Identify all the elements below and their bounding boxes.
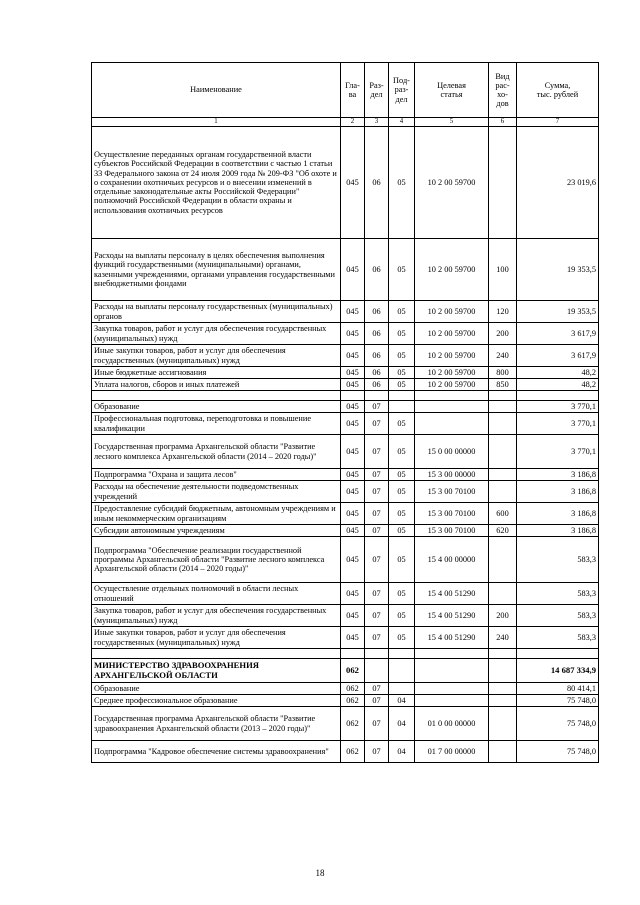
- row-glava: 045: [341, 323, 365, 345]
- row-podrazdel: 05: [389, 605, 415, 627]
- row-summa: 75 748,0: [517, 741, 599, 763]
- row-celevaya-statya: [415, 413, 489, 435]
- row-glava: 062: [341, 695, 365, 707]
- row-glava: 045: [341, 127, 365, 239]
- table-row: [92, 741, 599, 763]
- row-celevaya-statya: [415, 695, 489, 707]
- table-row: [92, 239, 599, 301]
- row-summa: 583,3: [517, 627, 599, 649]
- row-name: Уплата налогов, сборов и иных платежей: [92, 379, 341, 391]
- row-podrazdel: 05: [389, 239, 415, 301]
- row-razdel: 07: [365, 481, 389, 503]
- row-vid-rashodov: 240: [489, 627, 517, 649]
- row-razdel: 06: [365, 239, 389, 301]
- row-celevaya-statya: 15 3 00 00000: [415, 469, 489, 481]
- row-summa: [517, 649, 599, 659]
- row-celevaya-statya: [415, 659, 489, 683]
- row-glava: 062: [341, 707, 365, 741]
- row-glava: 045: [341, 401, 365, 413]
- table-row: [92, 537, 599, 583]
- row-glava: 045: [341, 413, 365, 435]
- row-razdel: 07: [365, 401, 389, 413]
- row-glava: 062: [341, 741, 365, 763]
- row-name: Расходы на выплаты персоналу государственных (муниципальных) органов: [92, 301, 341, 323]
- row-summa: 48,2: [517, 367, 599, 379]
- row-celevaya-statya: [415, 649, 489, 659]
- row-celevaya-statya: 15 4 00 00000: [415, 537, 489, 583]
- budget-table-body: [92, 63, 599, 763]
- column-number: 2: [341, 118, 365, 127]
- row-summa: [517, 391, 599, 401]
- row-podrazdel: [389, 683, 415, 695]
- budget-table: [91, 62, 599, 763]
- row-razdel: 07: [365, 707, 389, 741]
- row-vid-rashodov: [489, 391, 517, 401]
- row-glava: 045: [341, 301, 365, 323]
- row-name: Иные бюджетные ассигнования: [92, 367, 341, 379]
- table-header-row: [92, 63, 599, 118]
- row-podrazdel: 05: [389, 469, 415, 481]
- row-razdel: [365, 391, 389, 401]
- header-summa: Сумма, тыс. рублей: [517, 63, 599, 118]
- row-celevaya-statya: 10 2 00 59700: [415, 345, 489, 367]
- row-celevaya-statya: 15 0 00 00000: [415, 435, 489, 469]
- row-name: Подпрограмма "Кадровое обеспечение системы здравоохранения": [92, 741, 341, 763]
- row-razdel: 07: [365, 627, 389, 649]
- row-glava: [341, 649, 365, 659]
- row-podrazdel: 05: [389, 583, 415, 605]
- column-number: 1: [92, 118, 341, 127]
- table-row: [92, 345, 599, 367]
- row-celevaya-statya: 10 2 00 59700: [415, 127, 489, 239]
- row-name: Образование: [92, 401, 341, 413]
- row-summa: 75 748,0: [517, 707, 599, 741]
- table-row: [92, 413, 599, 435]
- header-razdel: Раз- дел: [365, 63, 389, 118]
- row-celevaya-statya: 15 4 00 51290: [415, 583, 489, 605]
- row-summa: 583,3: [517, 583, 599, 605]
- row-vid-rashodov: [489, 695, 517, 707]
- row-name: Среднее профессиональное образование: [92, 695, 341, 707]
- row-razdel: [365, 659, 389, 683]
- row-razdel: 07: [365, 413, 389, 435]
- row-vid-rashodov: 620: [489, 525, 517, 537]
- column-number: 3: [365, 118, 389, 127]
- row-summa: 3 617,9: [517, 345, 599, 367]
- row-razdel: 07: [365, 469, 389, 481]
- row-name: Предоставление субсидий бюджетным, автономным учреждениям и иным некоммерческим организациям: [92, 503, 341, 525]
- row-summa: 3 186,8: [517, 503, 599, 525]
- table-row: [92, 379, 599, 391]
- table-row: [92, 323, 599, 345]
- table-row: [92, 605, 599, 627]
- row-razdel: 07: [365, 695, 389, 707]
- row-glava: 045: [341, 627, 365, 649]
- row-razdel: 06: [365, 379, 389, 391]
- row-name: Закупка товаров, работ и услуг для обеспечения государственных (муниципальных) нужд: [92, 323, 341, 345]
- row-summa: 583,3: [517, 537, 599, 583]
- row-razdel: 07: [365, 583, 389, 605]
- row-razdel: 06: [365, 345, 389, 367]
- header-name: Наименование: [92, 63, 341, 118]
- row-vid-rashodov: [489, 659, 517, 683]
- row-podrazdel: 04: [389, 707, 415, 741]
- row-summa: 3 770,1: [517, 435, 599, 469]
- row-celevaya-statya: 15 4 00 51290: [415, 605, 489, 627]
- row-podrazdel: 05: [389, 379, 415, 391]
- table-row: [92, 435, 599, 469]
- row-celevaya-statya: [415, 401, 489, 413]
- row-podrazdel: 05: [389, 345, 415, 367]
- row-name: [92, 649, 341, 659]
- row-glava: [341, 391, 365, 401]
- row-vid-rashodov: [489, 707, 517, 741]
- row-podrazdel: 05: [389, 503, 415, 525]
- row-summa: 3 770,1: [517, 401, 599, 413]
- row-glava: 045: [341, 379, 365, 391]
- row-podrazdel: [389, 401, 415, 413]
- row-celevaya-statya: [415, 683, 489, 695]
- row-glava: 045: [341, 435, 365, 469]
- row-podrazdel: [389, 391, 415, 401]
- row-celevaya-statya: [415, 391, 489, 401]
- row-name: Расходы на обеспечение деятельности подведомственных учреждений: [92, 481, 341, 503]
- column-number: 6: [489, 118, 517, 127]
- row-celevaya-statya: 15 3 00 70100: [415, 481, 489, 503]
- row-summa: 48,2: [517, 379, 599, 391]
- row-celevaya-statya: 01 7 00 00000: [415, 741, 489, 763]
- row-name: Подпрограмма "Охрана и защита лесов": [92, 469, 341, 481]
- row-name: Расходы на выплаты персоналу в целях обеспечения выполнения функций государственными (муниципальными) органами, казенными учреждениями, органами управления государственными внебюджетными фондами: [92, 239, 341, 301]
- table-row: [92, 659, 599, 683]
- column-number: 5: [415, 118, 489, 127]
- row-razdel: [365, 649, 389, 659]
- row-razdel: 07: [365, 503, 389, 525]
- row-podrazdel: 05: [389, 627, 415, 649]
- table-row: [92, 649, 599, 659]
- row-vid-rashodov: 850: [489, 379, 517, 391]
- row-name: МИНИСТЕРСТВО ЗДРАВООХРАНЕНИЯ АРХАНГЕЛЬСКОЙ ОБЛАСТИ: [92, 659, 341, 683]
- column-number: 4: [389, 118, 415, 127]
- row-razdel: 06: [365, 367, 389, 379]
- row-name: Закупка товаров, работ и услуг для обеспечения государственных (муниципальных) нужд: [92, 605, 341, 627]
- row-razdel: 06: [365, 127, 389, 239]
- row-name: Субсидии автономным учреждениям: [92, 525, 341, 537]
- row-glava: 062: [341, 659, 365, 683]
- row-podrazdel: [389, 649, 415, 659]
- row-glava: 045: [341, 525, 365, 537]
- row-celevaya-statya: 10 2 00 59700: [415, 367, 489, 379]
- column-number: 7: [517, 118, 599, 127]
- row-vid-rashodov: [489, 401, 517, 413]
- table-row: [92, 525, 599, 537]
- row-vid-rashodov: 100: [489, 239, 517, 301]
- row-vid-rashodov: [489, 481, 517, 503]
- row-podrazdel: [389, 659, 415, 683]
- row-summa: 14 687 334,9: [517, 659, 599, 683]
- row-summa: 19 353,5: [517, 239, 599, 301]
- row-celevaya-statya: 01 0 00 00000: [415, 707, 489, 741]
- row-glava: 045: [341, 345, 365, 367]
- row-celevaya-statya: 15 3 00 70100: [415, 503, 489, 525]
- row-vid-rashodov: [489, 741, 517, 763]
- header-podrazdel: Под- раз- дел: [389, 63, 415, 118]
- row-podrazdel: 04: [389, 741, 415, 763]
- row-razdel: 07: [365, 605, 389, 627]
- table-row: [92, 127, 599, 239]
- row-glava: 045: [341, 239, 365, 301]
- row-glava: 045: [341, 469, 365, 481]
- row-summa: 583,3: [517, 605, 599, 627]
- row-summa: 3 186,8: [517, 469, 599, 481]
- row-razdel: 07: [365, 525, 389, 537]
- row-vid-rashodov: [489, 683, 517, 695]
- row-summa: 3 770,1: [517, 413, 599, 435]
- row-podrazdel: 05: [389, 323, 415, 345]
- row-podrazdel: 04: [389, 695, 415, 707]
- table-row: [92, 401, 599, 413]
- row-podrazdel: 05: [389, 481, 415, 503]
- row-podrazdel: 05: [389, 537, 415, 583]
- row-summa: 19 353,5: [517, 301, 599, 323]
- row-vid-rashodov: 200: [489, 605, 517, 627]
- row-podrazdel: 05: [389, 525, 415, 537]
- table-row: [92, 469, 599, 481]
- row-vid-rashodov: 800: [489, 367, 517, 379]
- row-razdel: 07: [365, 537, 389, 583]
- page-number: 18: [315, 868, 325, 878]
- header-celevaya-statya: Целевая статья: [415, 63, 489, 118]
- row-celevaya-statya: 15 3 00 70100: [415, 525, 489, 537]
- row-name: Государственная программа Архангельской области "Развитие лесного комплекса Архангельской области (2014 – 2020 годы)": [92, 435, 341, 469]
- row-summa: 75 748,0: [517, 695, 599, 707]
- row-celevaya-statya: 10 2 00 59700: [415, 379, 489, 391]
- row-summa: 3 186,8: [517, 525, 599, 537]
- table-row: [92, 683, 599, 695]
- row-name: Государственная программа Архангельской области "Развитие здравоохранения Архангельской области (2013 – 2020 годы)": [92, 707, 341, 741]
- row-name: Подпрограмма "Обеспечение реализации государственной программы Архангельской области "Развитие лесного комплекса Архангельской области (2014 – 2020 годы)": [92, 537, 341, 583]
- row-glava: 045: [341, 537, 365, 583]
- row-celevaya-statya: 10 2 00 59700: [415, 239, 489, 301]
- row-vid-rashodov: [489, 537, 517, 583]
- row-glava: 045: [341, 583, 365, 605]
- table-row: [92, 627, 599, 649]
- row-celevaya-statya: 10 2 00 59700: [415, 301, 489, 323]
- row-podrazdel: 05: [389, 435, 415, 469]
- row-vid-rashodov: [489, 413, 517, 435]
- row-vid-rashodov: [489, 435, 517, 469]
- row-summa: 3 186,8: [517, 481, 599, 503]
- row-celevaya-statya: 15 4 00 51290: [415, 627, 489, 649]
- row-podrazdel: 05: [389, 413, 415, 435]
- row-name: Образование: [92, 683, 341, 695]
- row-razdel: 06: [365, 323, 389, 345]
- row-vid-rashodov: [489, 649, 517, 659]
- row-razdel: 06: [365, 301, 389, 323]
- row-glava: 045: [341, 481, 365, 503]
- row-razdel: 07: [365, 741, 389, 763]
- table-row: [92, 481, 599, 503]
- row-vid-rashodov: 240: [489, 345, 517, 367]
- row-podrazdel: 05: [389, 367, 415, 379]
- table-row: [92, 583, 599, 605]
- row-name: Профессиональная подготовка, переподготовка и повышение квалификации: [92, 413, 341, 435]
- row-summa: 3 617,9: [517, 323, 599, 345]
- row-glava: 045: [341, 503, 365, 525]
- row-name: Осуществление переданных органам государственной власти субъектов Российской Федерации в соответствии с частью 1 статьи 33 Федерального закона от 24 июля 2009 года № 209-ФЗ "Об охоте и о сохранении охотничьих ресурсов и о внесении изменений в отдельные законодательные акты Российской Федерации" полномочий Российской Федерации в области охраны и использования охотничьих ресурсов: [92, 127, 341, 239]
- row-razdel: 07: [365, 683, 389, 695]
- row-vid-rashodov: 600: [489, 503, 517, 525]
- row-podrazdel: 05: [389, 301, 415, 323]
- column-numbers-row: [92, 118, 599, 127]
- row-celevaya-statya: 10 2 00 59700: [415, 323, 489, 345]
- table-row: [92, 391, 599, 401]
- table-row: [92, 503, 599, 525]
- row-vid-rashodov: [489, 127, 517, 239]
- table-row: [92, 707, 599, 741]
- row-vid-rashodov: 200: [489, 323, 517, 345]
- table-row: [92, 367, 599, 379]
- row-name: [92, 391, 341, 401]
- row-glava: 045: [341, 605, 365, 627]
- row-razdel: 07: [365, 435, 389, 469]
- row-vid-rashodov: 120: [489, 301, 517, 323]
- row-glava: 062: [341, 683, 365, 695]
- row-name: Осуществление отдельных полномочий в области лесных отношений: [92, 583, 341, 605]
- header-vid-rashodov: Вид рас- хо- дов: [489, 63, 517, 118]
- row-glava: 045: [341, 367, 365, 379]
- row-name: Иные закупки товаров, работ и услуг для обеспечения государственных (муниципальных) нужд: [92, 345, 341, 367]
- row-summa: 23 019,6: [517, 127, 599, 239]
- row-vid-rashodov: [489, 583, 517, 605]
- table-row: [92, 301, 599, 323]
- row-vid-rashodov: [489, 469, 517, 481]
- table-row: [92, 695, 599, 707]
- header-glava: Гла- ва: [341, 63, 365, 118]
- row-podrazdel: 05: [389, 127, 415, 239]
- row-summa: 80 414,1: [517, 683, 599, 695]
- row-name: Иные закупки товаров, работ и услуг для обеспечения государственных (муниципальных) нужд: [92, 627, 341, 649]
